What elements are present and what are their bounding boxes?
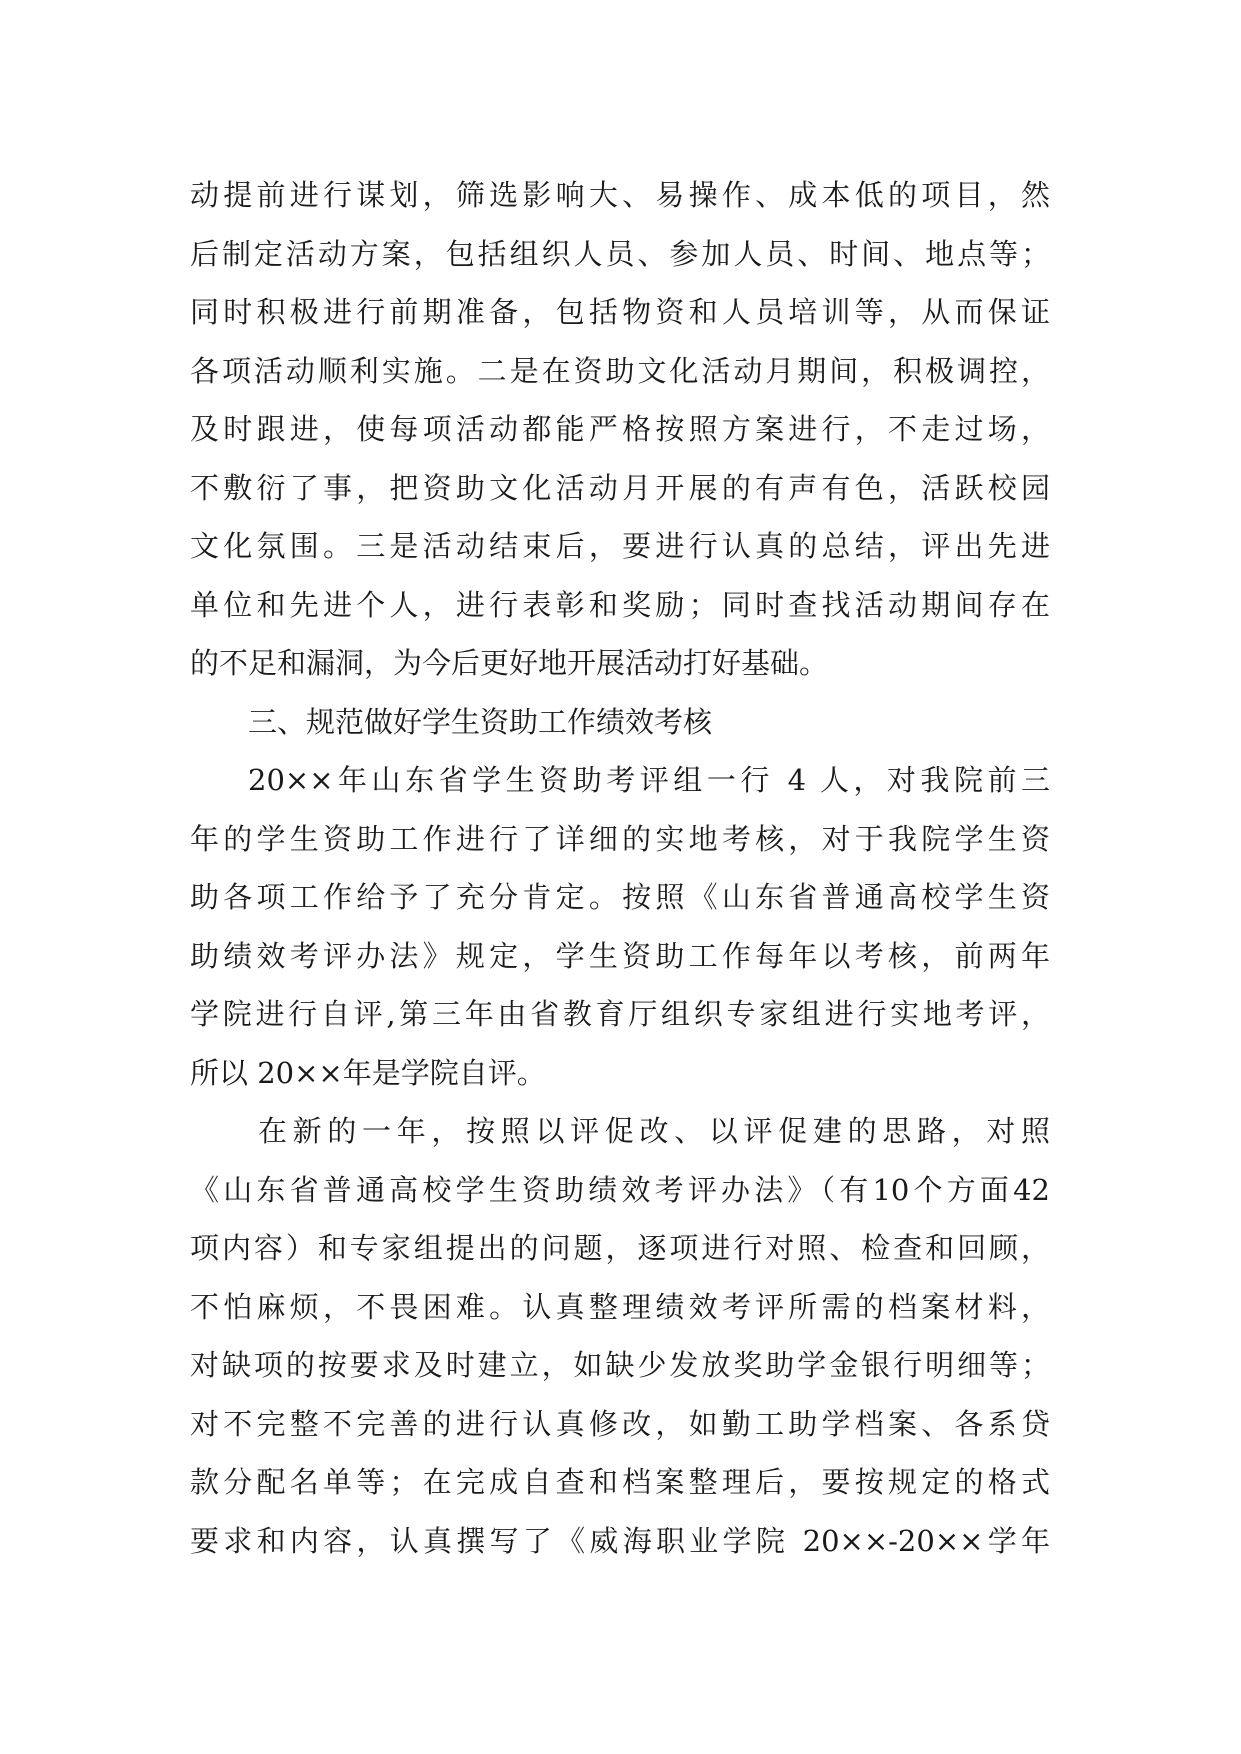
document-body — [190, 166, 1050, 1570]
text-line: 及时跟进，使每项活动都能严格按照方案进行，不走过场， — [190, 412, 1050, 446]
text-line: 《山东省普通高校学生资助绩效考评办法》（有10个方面42 — [190, 1172, 1050, 1207]
text-line: 所以 20××年是学院自评。 — [190, 1055, 546, 1090]
text-line: 年的学生资助工作进行了详细的实地考核，对于我院学生资 — [190, 821, 1050, 856]
text-line: 项内容）和专家组提出的问题，逐项进行对照、检查和回顾， — [190, 1231, 1050, 1265]
text-line: 动提前进行谋划，筛选影响大、易操作、成本低的项目，然 — [190, 178, 1050, 212]
text-line: 要求和内容，认真撰写了《威海职业学院 20××-20××学年 — [190, 1523, 1050, 1558]
text-line: 款分配名单等；在完成自查和档案整理后，要按规定的格式 — [190, 1465, 1050, 1499]
text-line: 20××年山东省学生资助考评组一行 4 人，对我院前三 — [248, 763, 1050, 797]
text-line: 同时积极进行前期准备，包括物资和人员培训等，从而保证 — [190, 295, 1050, 329]
text-line: 文化氛围。三是活动结束后，要进行认真的总结，评出先进 — [190, 529, 1050, 563]
text-line: 各项活动顺利实施。二是在资助文化活动月期间，积极调控， — [190, 353, 1050, 388]
text-line: 在新的一年，按照以评促改、以评促建的思路，对照 — [258, 1114, 1050, 1148]
text-line: 不敷衍了事，把资助文化活动月开展的有声有色，活跃校园 — [190, 470, 1050, 505]
text-line: 单位和先进个人，进行表彰和奖励；同时查找活动期间存在 — [190, 587, 1050, 622]
section-heading: 三、规范做好学生资助工作绩效考核 — [248, 704, 713, 739]
text-line: 助绩效考评办法》规定，学生资助工作每年以考核，前两年 — [190, 938, 1050, 973]
text-line: 不怕麻烦，不畏困难。认真整理绩效考评所需的档案材料， — [190, 1289, 1050, 1324]
text-line: 学院进行自评,第三年由省教育厅组织专家组进行实地考评， — [190, 997, 1050, 1031]
text-line: 助各项工作给予了充分肯定。按照《山东省普通高校学生资 — [190, 880, 1050, 914]
text-line: 对缺项的按要求及时建立，如缺少发放奖助学金银行明细等； — [190, 1348, 1050, 1382]
text-line: 对不完整不完善的进行认真修改，如勤工助学档案、各系贷 — [190, 1406, 1050, 1441]
text-line: 的不足和漏洞，为今后更好地开展活动打好基础。 — [190, 646, 829, 680]
text-line: 后制定活动方案，包括组织人员、参加人员、时间、地点等； — [190, 236, 1050, 271]
